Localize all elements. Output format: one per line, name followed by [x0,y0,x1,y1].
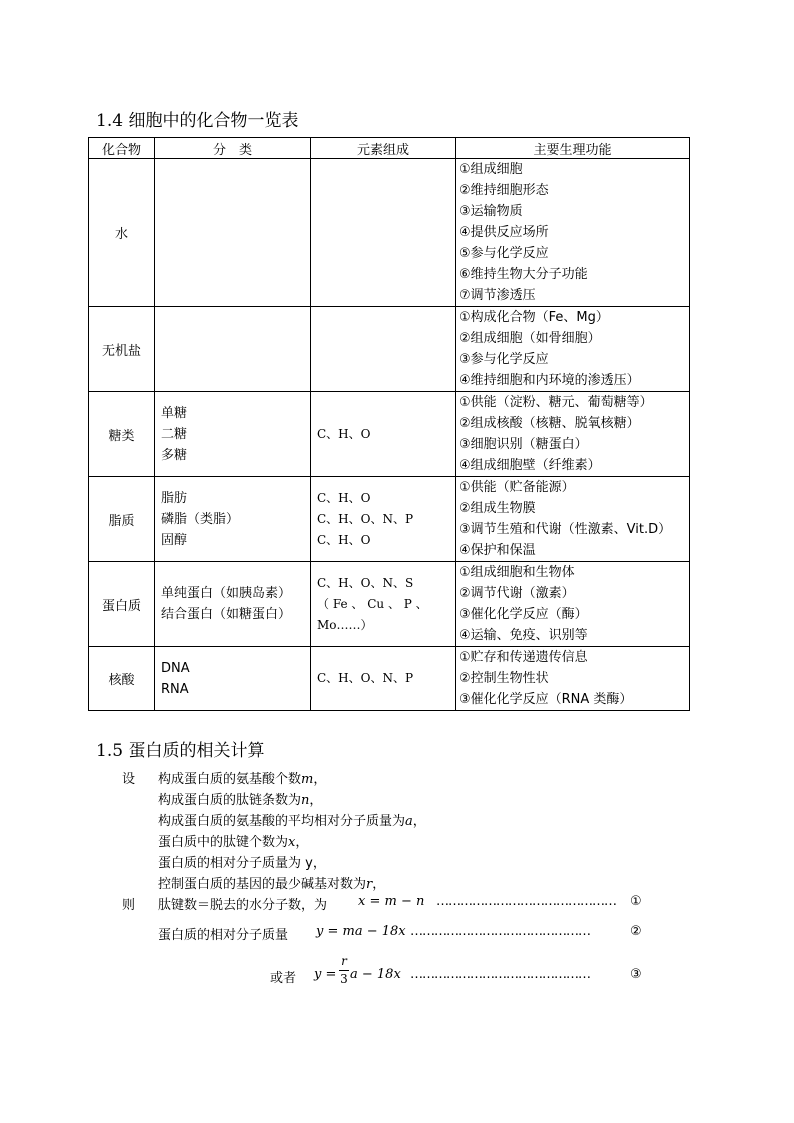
category-cell [155,562,311,647]
definition-end: ， [372,877,386,892]
fraction-numerator: r [341,954,347,968]
compound-name [89,307,155,392]
compound-name [89,562,155,647]
result1-text: 肽键数＝脱去的水分子数，为 [158,898,328,913]
function-line: ⑦调节渗透压 [459,288,536,303]
elements-cell [311,307,456,392]
compound-label: 脂质 [108,513,135,529]
function-line: ④运输、免疫、识别等 [459,628,588,643]
compound-label: 水 [114,227,128,242]
function-line: ①供能（贮备能源） [459,480,575,495]
category-line: 单纯蛋白（如胰岛素） [161,586,292,601]
functions-cell [456,647,690,711]
definition-end: ， [312,856,326,871]
definition-text: 构成蛋白质的肽链条数为 [158,793,302,808]
header-elements: 元素组成 [311,138,456,159]
result2-text: 蛋白质的相对分子质量 [158,928,289,943]
section-title-1-5: 1.5 蛋白质的相关计算 [96,741,265,761]
function-line: ②调节代谢（激素） [459,586,575,601]
definition-line [158,852,326,871]
category-line: 磷脂（类脂） [161,511,240,527]
category-cell [155,159,311,307]
equation-mark-1: ① [630,894,642,909]
elements-cell [311,392,456,477]
definition-variable: n [301,793,310,808]
elements-cell [311,647,456,711]
category-line: RNA [161,681,189,697]
definition-variable: m [301,772,314,787]
definition-text: 构成蛋白质的氨基酸的平均相对分子质量为 [158,814,406,829]
fraction-denominator: 3 [340,972,348,986]
compound-name [89,392,155,477]
function-line: ②维持细胞形态 [459,183,549,198]
element-line: C、H、O、N、P [317,671,414,685]
dots-leader: ……………………………………… [410,967,590,982]
definition-text: 蛋白质的相对分子质量为 y [158,856,313,871]
compound-label: 糖类 [108,428,135,444]
compound-name [89,477,155,562]
category-line: 脂肪 [161,490,188,506]
table-row [89,562,690,647]
definition-line [158,831,308,850]
element-line: C、H、O [317,532,371,547]
result2-formula: y = ma − 18x [316,924,406,939]
function-line: ①构成化合物（Fe、Mg） [459,310,609,325]
category-line: 固醇 [161,532,188,548]
compounds-table [88,137,690,711]
definition-end: ， [295,835,309,850]
definition-end: ， [412,814,426,829]
function-line: ④提供反应场所 [459,225,549,240]
function-line: ③细胞识别（糖蛋白） [459,437,588,452]
definition-end: ， [313,772,327,787]
fraction-bar [339,970,349,971]
functions-cell [456,562,690,647]
then-word: 则 [122,898,136,913]
category-line: 单糖 [161,405,188,421]
elements-cell [311,562,456,647]
result3-text: 或者 [270,971,297,986]
definition-line [158,789,322,808]
function-line: ①组成细胞和生物体 [459,565,575,580]
element-line: C、H、O、N、S [317,575,414,590]
elements-cell [311,477,456,562]
result3-lhs: y = [314,967,337,982]
function-line: ①贮存和传递遗传信息 [459,650,588,665]
function-line: ③催化化学反应（RNA 类酶） [459,692,633,707]
category-cell [155,477,311,562]
element-line: Mo……） [317,617,373,632]
definition-variable: r [366,877,373,892]
definition-line [158,768,326,787]
functions-cell [456,477,690,562]
function-line: ①供能（淀粉、糖元、葡萄糖等） [459,395,653,410]
dots-leader: ……………………………………… [436,894,616,909]
definition-line [158,810,426,829]
function-line: ②控制生物性状 [459,671,549,686]
functions-cell [456,159,690,307]
element-line: （ Fe 、 Cu 、 P 、 [317,596,428,611]
function-line: ⑥维持生物大分子功能 [459,267,588,282]
header-category: 分 类 [155,138,311,159]
compound-label: 核酸 [108,673,135,688]
function-line: ②组成细胞（如骨细胞） [459,331,601,346]
definition-end: ， [309,793,323,808]
section-title-1-4: 1.4 细胞中的化合物一览表 [96,111,299,131]
definition-text: 构成蛋白质的氨基酸个数 [158,772,302,787]
category-line: 多糖 [161,447,188,463]
definition-variable: x [288,835,296,850]
header-functions: 主要生理功能 [456,138,690,159]
definition-text: 控制蛋白质的基因的最少碱基对数为 [158,877,367,892]
element-line: C、H、O [317,426,371,441]
equation-mark-2: ② [630,924,642,939]
category-line: DNA [161,660,190,676]
category-line: 二糖 [161,426,188,442]
functions-cell [456,392,690,477]
table-row [89,392,690,477]
element-line: C、H、O [317,490,371,505]
result3-rest: a − 18x [350,967,401,982]
compound-name [89,159,155,307]
function-line: ④维持细胞和内环境的渗透压） [459,373,640,388]
table-header-row [89,138,690,159]
function-line: ④保护和保温 [459,543,536,558]
compound-label: 蛋白质 [101,598,141,614]
definition-text: 蛋白质中的肽键个数为 [158,835,289,850]
let-word: 设 [122,772,136,787]
table-row [89,159,690,307]
function-line: ②组成生物膜 [459,501,536,516]
table-row [89,307,690,392]
header-compound: 化合物 [89,138,155,159]
dots-leader: ……………………………………… [410,924,590,939]
definition-line [158,873,385,892]
definition-variable: a [405,814,413,829]
functions-cell [456,307,690,392]
function-line: ③催化化学反应（酶） [459,607,588,622]
elements-cell [311,159,456,307]
function-line: ①组成细胞 [459,162,523,177]
function-line: ③调节生殖和代谢（性激素、Vit.D） [459,522,672,537]
result1-formula: x = m − n [358,894,425,909]
category-cell [155,392,311,477]
compound-label: 无机盐 [101,343,141,359]
equation-mark-3: ③ [630,967,642,982]
category-line: 结合蛋白（如糖蛋白） [161,607,292,622]
table-row [89,477,690,562]
function-line: ⑤参与化学反应 [459,246,549,261]
element-line: C、H、O、N、P [317,511,414,526]
category-cell [155,647,311,711]
function-line: ④组成细胞壁（纤维素） [459,458,601,473]
function-line: ②组成核酸（核糖、脱氧核糖） [459,416,640,431]
compound-name [89,647,155,711]
function-line: ③参与化学反应 [459,352,549,367]
table-row [89,647,690,711]
function-line: ③运输物质 [459,204,523,219]
category-cell [155,307,311,392]
